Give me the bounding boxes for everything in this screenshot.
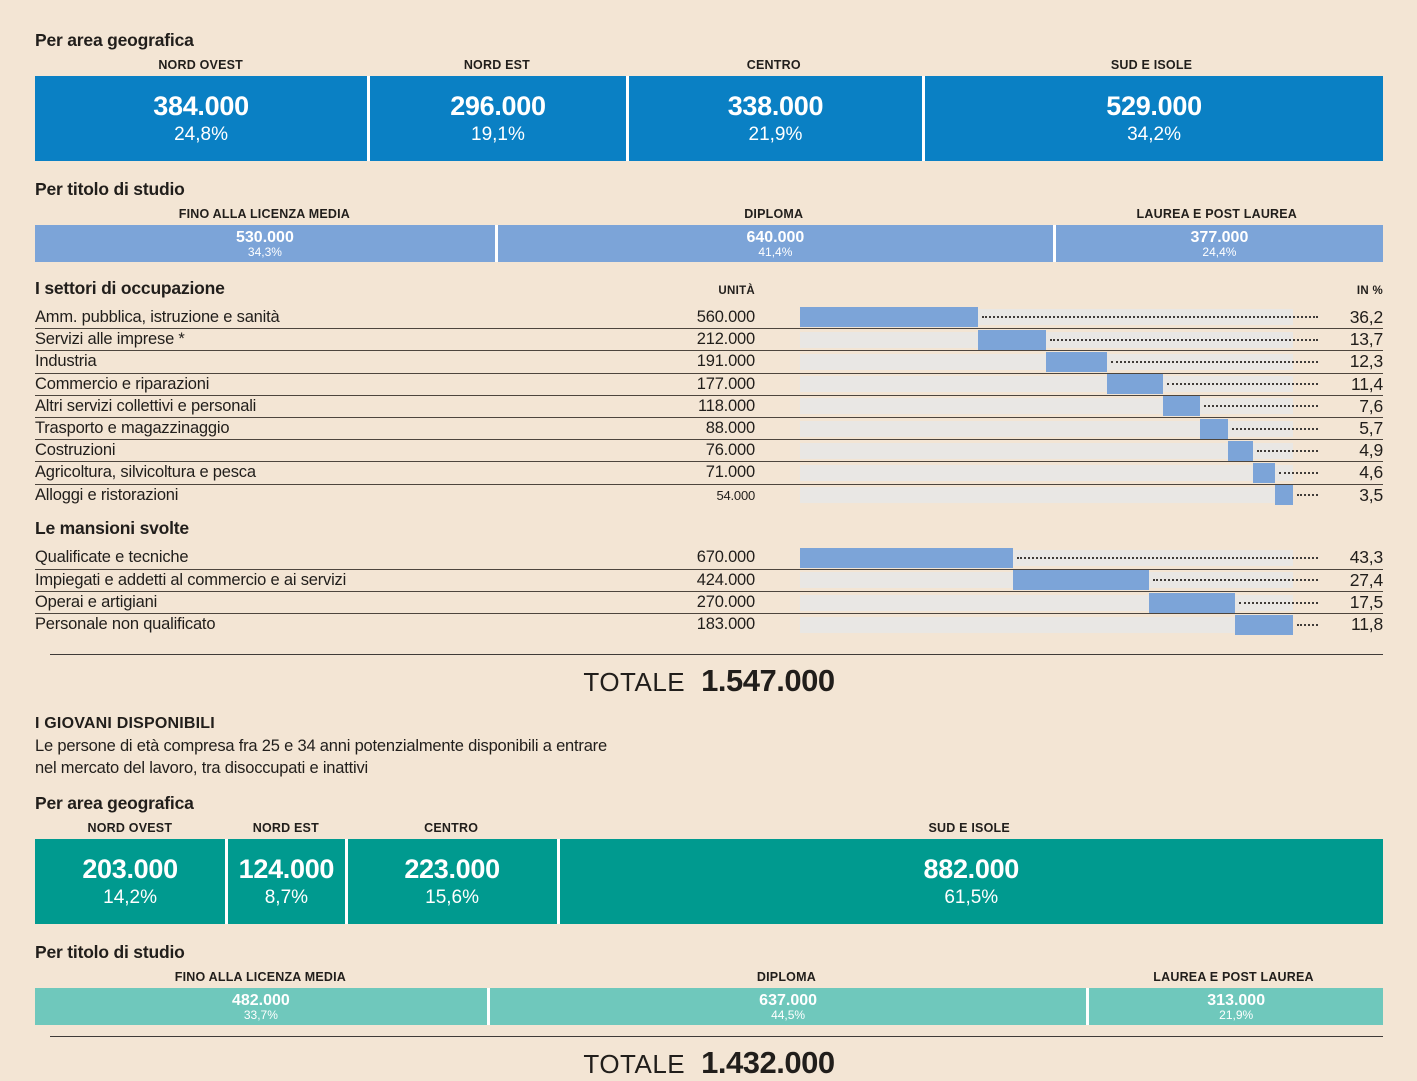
dotted-leader [1239, 602, 1318, 604]
dotted-leader [1257, 450, 1318, 452]
role-units-value: 183.000 [696, 615, 755, 634]
totale-label: TOTALE [583, 667, 686, 698]
sector-bar [800, 440, 1320, 462]
sector-pct-value: 7,6 [1359, 395, 1383, 416]
table-row [35, 395, 1383, 417]
bar-fill [1275, 485, 1292, 505]
role-pct-value: 17,5 [1349, 592, 1383, 613]
bar-fill [978, 330, 1046, 350]
sector-units-value: 118.000 [697, 396, 755, 415]
edu-header-diploma: DIPLOMA [744, 207, 804, 221]
geo-header-nord-ovest: NORD OVEST [87, 821, 173, 836]
role-label: Operai e artigiani [35, 593, 158, 612]
bar-track [800, 617, 1293, 633]
sector-units-value: 71.000 [705, 463, 755, 482]
role-bar [800, 614, 1320, 636]
segment-pct: 14,2% [103, 887, 157, 909]
segment-value: 338.000 [727, 91, 824, 121]
geo-header-sud-isole: SUD E ISOLE [928, 821, 1010, 836]
segment-pct: 24,4% [1202, 244, 1237, 259]
dotted-leader [1297, 494, 1319, 496]
totale-available [35, 1045, 1383, 1081]
totale-label: TOTALE [583, 1049, 686, 1080]
sector-label: Alloggi e ristorazioni [35, 485, 179, 504]
sector-pct-value: 12,3 [1349, 351, 1383, 372]
bar-fill [1046, 352, 1107, 372]
bar-fill [800, 548, 1013, 568]
bar-track [800, 487, 1293, 503]
geo-available-headers [35, 821, 1383, 835]
dotted-leader [1050, 339, 1318, 341]
segment-value: 530.000 [236, 228, 294, 246]
table-row [35, 569, 1383, 591]
segment-value: 377.000 [1190, 228, 1249, 246]
sector-units-value: 76.000 [705, 441, 755, 460]
bar-fill [1013, 570, 1148, 590]
segment-value: 296.000 [450, 91, 546, 121]
table-row [35, 613, 1383, 635]
column-header-pct: IN % [1356, 285, 1383, 297]
sector-bar [800, 484, 1320, 506]
segment-value: 529.000 [1106, 91, 1202, 121]
edu-segment-diploma [498, 225, 1056, 262]
sector-pct-value: 4,9 [1359, 440, 1383, 461]
segment-value: 203.000 [82, 854, 178, 885]
dotted-leader [1153, 579, 1318, 581]
sector-bar [800, 418, 1320, 440]
role-units-value: 424.000 [696, 570, 755, 589]
segment-value: 882.000 [923, 854, 1020, 885]
geo-segment-sud-isole [925, 76, 1383, 161]
totale-value: 1.547.000 [701, 663, 835, 699]
education-employed-headers [35, 207, 1383, 221]
totale-rule [50, 654, 1383, 655]
sector-bar [800, 373, 1320, 395]
sector-label: Servizi alle imprese * [35, 330, 185, 349]
sector-label: Amm. pubblica, istruzione e sanità [35, 307, 280, 326]
segment-pct: 21,9% [748, 124, 803, 145]
segment-pct: 44,5% [771, 1007, 806, 1022]
role-pct-value: 27,4 [1349, 569, 1383, 590]
bar-fill [1107, 374, 1163, 394]
geo-segment-sud-isole [560, 839, 1383, 924]
table-row [35, 417, 1383, 439]
totale-employed [35, 663, 1383, 699]
section-title-geo-employed: Per area geografica [35, 30, 194, 50]
edu-segment-licenza-media [35, 988, 490, 1025]
segment-pct: 61,5% [944, 887, 999, 909]
sector-pct-value: 11,4 [1351, 373, 1383, 394]
dotted-leader [1297, 624, 1318, 626]
edu-header-laurea: LAUREA E POST LAUREA [1153, 970, 1314, 985]
geo-header-nord-ovest: NORD OVEST [158, 58, 243, 72]
section-title-sectors: I settori di occupazione [35, 278, 225, 298]
edu-header-licenza-media: FINO ALLA LICENZA MEDIA [174, 970, 347, 985]
geo-header-nord-est: NORD EST [252, 821, 319, 836]
dotted-leader [1279, 472, 1318, 474]
geo-header-centro: CENTRO [424, 821, 479, 836]
sector-label: Commercio e riparazioni [35, 374, 210, 393]
segment-value: 313.000 [1207, 991, 1266, 1009]
bar-track [800, 465, 1293, 481]
table-row [35, 484, 1383, 506]
segment-pct: 24,8% [174, 124, 228, 145]
giovani-description-line1: Le persone di età compresa fra 25 e 34 anni potenzialmente disponibili a entrare [35, 737, 607, 756]
segment-value: 384.000 [153, 91, 249, 121]
geo-header-centro: CENTRO [746, 58, 801, 72]
column-header-units: UNITÀ [718, 285, 755, 297]
sector-units-value: 191.000 [696, 352, 755, 371]
section-title-education-employed: Per titolo di studio [35, 179, 185, 199]
sectors-header [35, 278, 1383, 299]
table-row [35, 461, 1383, 483]
section-title-geo-available: Per area geografica [35, 793, 194, 814]
segment-pct: 34,3% [247, 244, 282, 259]
dotted-leader [1232, 428, 1318, 430]
role-label: Qualificate e tecniche [35, 548, 189, 567]
segment-pct: 15,6% [425, 887, 480, 909]
giovani-description-line2: nel mercato del lavoro, tra disoccupati e inattivi [35, 758, 369, 777]
sectors-rows [35, 306, 1383, 506]
sector-bar [800, 395, 1320, 417]
dotted-leader [1111, 361, 1318, 363]
roles-rows [35, 547, 1383, 636]
bar-fill [800, 307, 978, 327]
bar-fill [1149, 593, 1235, 613]
geo-employed-bar [35, 76, 1383, 161]
geo-available-bar [35, 839, 1383, 924]
dotted-leader [1017, 557, 1318, 559]
dotted-leader [1204, 405, 1318, 407]
role-bar [800, 592, 1320, 614]
roles-table [35, 518, 1383, 636]
table-row [35, 350, 1383, 372]
edu-segment-laurea [1056, 225, 1383, 262]
sector-label: Agricoltura, silvicoltura e pesca [35, 463, 256, 482]
giovani-description [35, 736, 1383, 779]
edu-header-licenza-media: FINO ALLA LICENZA MEDIA [178, 207, 351, 221]
role-pct-value: 11,8 [1351, 614, 1383, 635]
role-label: Personale non qualificato [35, 615, 216, 634]
edu-segment-diploma [490, 988, 1090, 1025]
sector-label: Trasporto e magazzinaggio [35, 419, 230, 438]
sector-units-value: 54.000 [716, 487, 755, 503]
role-bar [800, 569, 1320, 591]
segment-value: 482.000 [231, 991, 290, 1009]
geo-segment-nord-est [370, 76, 629, 161]
table-row [35, 373, 1383, 395]
sector-units-value: 212.000 [696, 330, 755, 349]
totale-value: 1.432.000 [701, 1045, 835, 1081]
segment-pct: 33,7% [243, 1007, 278, 1022]
table-row [35, 591, 1383, 613]
geo-header-sud-isole: SUD E ISOLE [1110, 58, 1193, 72]
sector-pct-value: 13,7 [1349, 329, 1383, 350]
geo-header-nord-est: NORD EST [463, 58, 530, 72]
sector-bar [800, 351, 1320, 373]
bar-fill [1253, 463, 1276, 483]
segment-value: 637.000 [759, 991, 818, 1009]
segment-value: 640.000 [746, 228, 805, 246]
sector-bar [800, 306, 1320, 328]
sector-pct-value: 36,2 [1349, 306, 1383, 327]
section-title-education-available: Per titolo di studio [35, 942, 185, 963]
segment-pct: 19,1% [471, 124, 525, 145]
sector-units-value: 560.000 [696, 307, 755, 326]
segment-value: 124.000 [238, 854, 335, 885]
sector-label: Industria [35, 352, 97, 371]
role-pct-value: 43,3 [1349, 547, 1383, 568]
giovani-heading: I GIOVANI DISPONIBILI [35, 715, 215, 733]
sector-pct-value: 5,7 [1359, 418, 1383, 439]
sectors-table [35, 278, 1383, 506]
geo-segment-centro [348, 839, 560, 924]
edu-segment-laurea [1089, 988, 1383, 1025]
role-units-value: 270.000 [696, 593, 755, 612]
role-label: Impiegati e addetti al commercio e ai servizi [35, 570, 347, 589]
education-available-headers [35, 970, 1383, 984]
sector-label: Costruzioni [35, 441, 116, 460]
sector-units-value: 88.000 [705, 419, 755, 438]
bar-fill [1200, 419, 1228, 439]
role-bar [800, 547, 1320, 569]
sector-pct-value: 3,5 [1359, 484, 1383, 505]
table-row [35, 439, 1383, 461]
education-employed-bar [35, 225, 1383, 262]
segment-pct: 21,9% [1219, 1007, 1254, 1022]
edu-segment-licenza-media [35, 225, 498, 262]
sector-pct-value: 4,6 [1359, 462, 1383, 483]
geo-segment-nord-ovest [35, 76, 370, 161]
dotted-leader [982, 316, 1318, 318]
section-title-roles: Le mansioni svolte [35, 517, 189, 538]
content [35, 30, 1383, 1081]
role-units-value: 670.000 [696, 548, 755, 567]
geo-employed-headers [35, 58, 1383, 72]
segment-value: 223.000 [404, 854, 500, 885]
edu-header-diploma: DIPLOMA [756, 970, 816, 985]
bar-fill [1235, 615, 1293, 635]
education-available-bar [35, 988, 1383, 1025]
table-row [35, 547, 1383, 569]
dotted-leader [1167, 383, 1318, 385]
geo-segment-nord-ovest [35, 839, 228, 924]
segment-pct: 41,4% [758, 244, 793, 259]
bar-fill [1228, 441, 1252, 461]
bar-track [800, 443, 1293, 459]
sector-bar [800, 329, 1320, 351]
geo-segment-nord-est [228, 839, 348, 924]
table-row [35, 306, 1383, 328]
sector-units-value: 177.000 [696, 374, 755, 393]
sector-label: Altri servizi collettivi e personali [35, 396, 257, 415]
edu-header-laurea: LAUREA E POST LAUREA [1136, 207, 1298, 221]
totale-rule [50, 1036, 1383, 1037]
bar-fill [1163, 396, 1200, 416]
segment-pct: 34,2% [1127, 124, 1181, 145]
table-row [35, 328, 1383, 350]
geo-segment-centro [629, 76, 925, 161]
segment-pct: 8,7% [264, 887, 309, 909]
sector-bar [800, 462, 1320, 484]
